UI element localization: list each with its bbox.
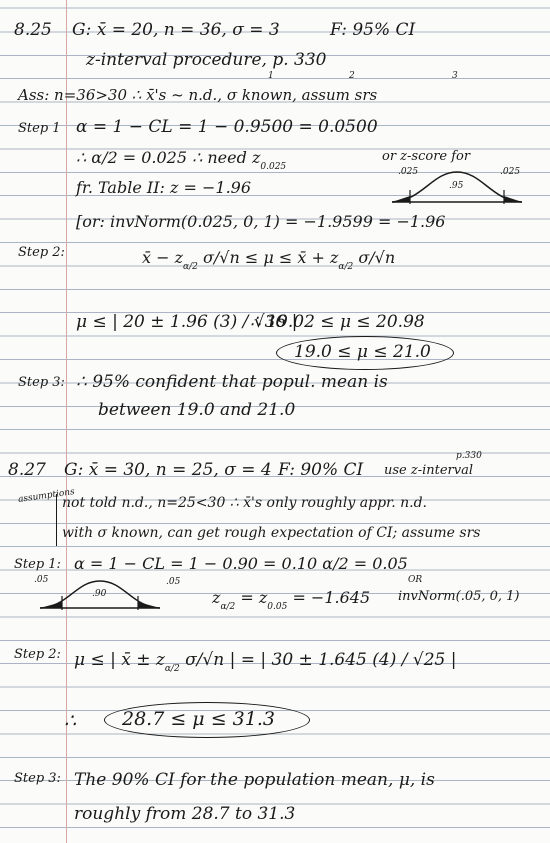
curve-827-left-label: .05: [34, 575, 49, 585]
problem-825-step2-label: Step 2:: [18, 245, 65, 260]
problem-827-step1-z-eq: = z: [240, 588, 268, 607]
curve-825-left-label: .025: [398, 167, 419, 177]
problem-825-procedure: z-interval procedure, p. 330: [86, 50, 327, 70]
problem-827-therefore: ∴: [64, 710, 77, 732]
circled-mark-2: 2: [349, 71, 355, 81]
problem-827-assump-line2: with σ known, can get rough expectation of CI; assume srs: [62, 525, 481, 541]
problem-827-given: G: x̄ = 30, n = 25, σ = 4: [64, 460, 272, 480]
problem-827-find: F: 90% CI: [278, 460, 364, 480]
curve-825-middle-label: .95: [449, 181, 464, 191]
problem-827-step1-z: z: [212, 588, 221, 607]
problem-825-step2-boxed: 19.0 ≤ μ ≤ 21.0: [294, 342, 431, 362]
problem-825-find: F: 95% CI: [330, 20, 416, 40]
problem-827-number: 8.27: [8, 460, 46, 480]
problem-827-step3-label: Step 3:: [14, 771, 61, 786]
problem-827-use: use z-interval: [384, 463, 474, 478]
problem-825-step1-line2: ∴ α/2 = 0.025 ∴ need z: [76, 148, 261, 167]
problem-827-step2-boxed: 28.7 ≤ μ ≤ 31.3: [122, 708, 275, 730]
problem-825-step1-line1: α = 1 − CL = 1 − 0.9500 = 0.0500: [76, 117, 378, 137]
problem-827-step1-z-sub: α/2: [220, 602, 236, 612]
problem-825-step1-line2-tail: or z-score for: [382, 149, 471, 164]
problem-825-assumptions: Ass: n=36>30 ∴ x̄'s ~ n.d., σ known, assum srs: [18, 86, 378, 104]
circled-mark-3: 3: [452, 71, 458, 81]
curve-827-right-label: .05: [166, 577, 181, 587]
problem-825-step1-line2-sub: 0.025: [260, 162, 287, 172]
problem-827-step1-z-val: = −1.645: [292, 588, 371, 607]
circled-mark-1: 1: [268, 71, 274, 81]
problem-827-side-label: assumptions: [17, 487, 76, 505]
problem-825-number: 8.25: [14, 20, 52, 40]
problem-827-step2-label: Step 2:: [14, 647, 61, 662]
curve-827-middle-label: .90: [92, 589, 107, 599]
problem-825-step2-calc: μ ≤ | 20 ± 1.96 (3) / √36 |: [76, 312, 298, 332]
problem-825-step3-line1: ∴ 95% confident that popul. mean is: [76, 372, 388, 392]
problem-825-step2-formula-sub2: α/2: [338, 262, 354, 272]
problem-827-invnorm: invNorm(.05, 0, 1): [398, 589, 520, 604]
problem-825-step3-label: Step 3:: [18, 375, 65, 390]
problem-827-step1-line1: α = 1 − CL = 1 − 0.90 = 0.10 α/2 = 0.05: [74, 554, 408, 573]
problem-825-step1-label: Step 1: [18, 121, 61, 136]
problem-827-step2-calc-sub: α/2: [164, 664, 180, 674]
problem-827-or-label: OR: [408, 575, 423, 585]
problem-825-step3-line2: between 19.0 and 21.0: [98, 400, 296, 420]
problem-827-step1-z-sub2: 0.05: [267, 602, 288, 612]
problem-825-step2-result: ∴ 19.02 ≤ μ ≤ 20.98: [250, 312, 425, 332]
problem-827-page-ref: p.330: [456, 451, 482, 461]
problem-827-step1-label: Step 1:: [14, 557, 61, 572]
problem-827-step3-line1: The 90% CI for the population mean, μ, is: [74, 770, 435, 790]
problem-825-step1-line4: [or: invNorm(0.025, 0, 1) = −1.9599 = −1.96: [76, 212, 446, 231]
problem-825-step2-formula-sub: α/2: [183, 262, 198, 272]
problem-825-step2-formula-rest: σ/√n ≤ μ ≤ x̄ + z: [202, 248, 339, 267]
problem-825-step2-formula: x̄ − z: [142, 248, 184, 267]
problem-827-step2-calc: μ ≤ | x̄ ± z: [74, 650, 165, 670]
problem-827-step2-calc-rest: σ/√n | = | 30 ± 1.645 (4) / √25 |: [185, 650, 457, 670]
problem-827-assump-line1: not told n.d., n=25<30 ∴ x̄'s only roughly appr. n.d.: [62, 495, 427, 511]
problem-825-given: G: x̄ = 20, n = 36, σ = 3: [72, 20, 280, 40]
problem-827-step3-line2: roughly from 28.7 to 31.3: [74, 804, 296, 824]
curve-825-right-label: .025: [500, 167, 521, 177]
assumption-brace: [56, 494, 57, 546]
problem-825-step1-line3: fr. Table II: z = −1.96: [76, 178, 252, 197]
problem-825-step2-formula-end: σ/√n: [358, 248, 396, 267]
